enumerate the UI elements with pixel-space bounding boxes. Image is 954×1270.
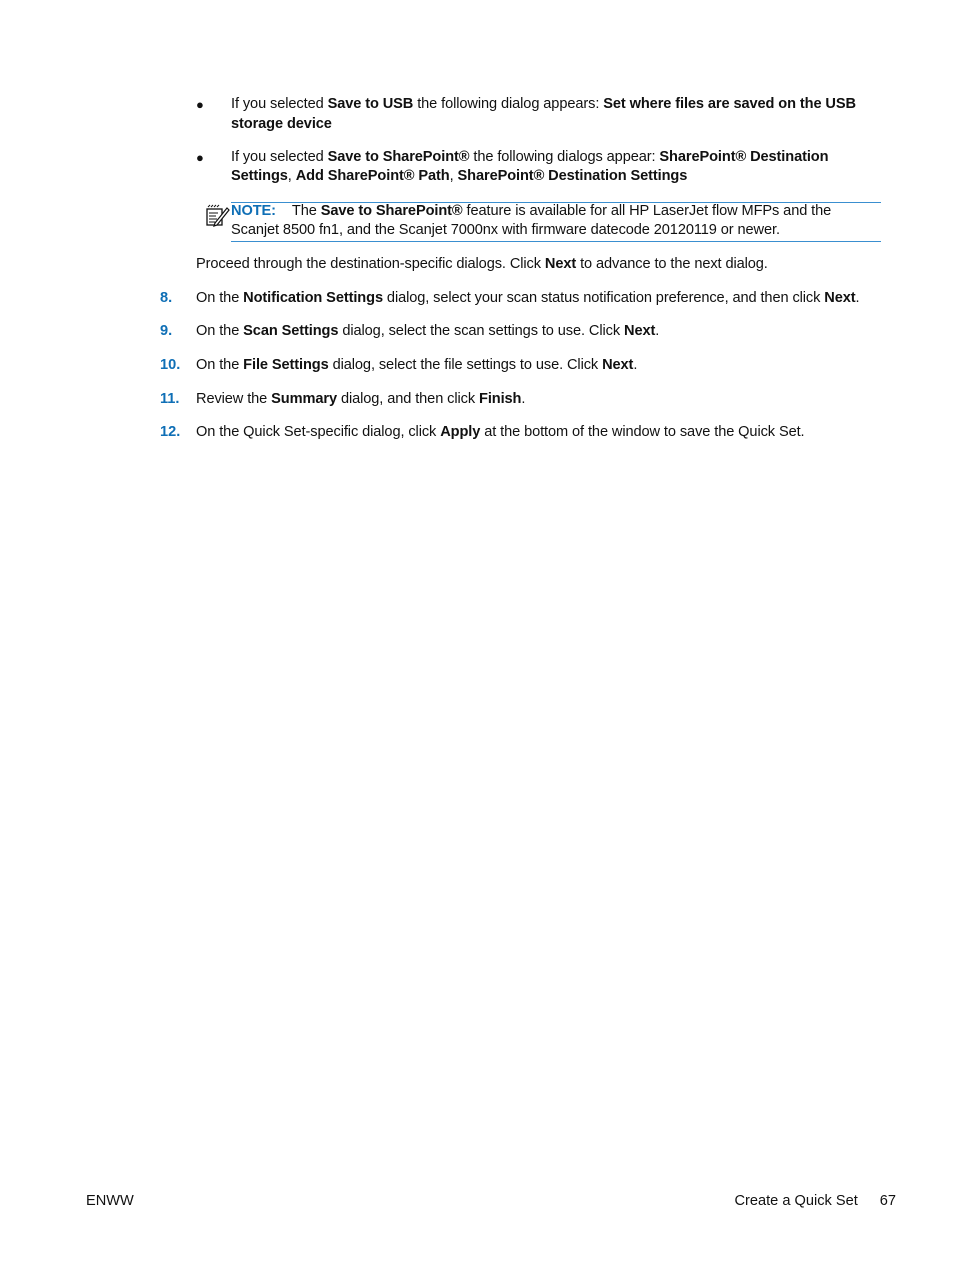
text: . xyxy=(655,323,660,339)
bold-text: Notification Settings xyxy=(243,290,383,306)
text: the following dialog appears: xyxy=(413,96,604,112)
text: On the xyxy=(196,290,244,306)
bold-text: Summary xyxy=(271,391,337,407)
text: . xyxy=(855,290,860,306)
bold-text: storage device xyxy=(231,116,332,132)
bullet-2-line-1 xyxy=(231,148,828,167)
note-label: NOTE: xyxy=(231,203,276,219)
note-icon xyxy=(205,204,231,228)
text: at the bottom of the window to save the Quick Set. xyxy=(480,424,805,440)
note-bottom-rule xyxy=(231,241,881,242)
step-number: 11. xyxy=(160,391,180,407)
bullet-1-line-1 xyxy=(231,95,856,114)
page-number: 67 xyxy=(879,1193,896,1209)
step-number: 12. xyxy=(160,424,181,440)
bold-text: File Settings xyxy=(243,357,329,373)
bold-text: Next xyxy=(624,323,656,339)
text: If you selected xyxy=(231,96,328,112)
bold-text: Next xyxy=(544,256,577,272)
bold-text: SharePoint® Destination Settings xyxy=(457,168,688,184)
bullet-1-line-2 xyxy=(231,115,332,134)
text: , xyxy=(287,168,296,184)
note-line-2: Scanjet 8500 fn1, and the Scanjet 7000nx with firmware datecode 20120119 or newer. xyxy=(231,222,780,238)
text: Review the xyxy=(196,391,272,407)
bold-text: Scan Settings xyxy=(243,323,339,339)
step-number: 9. xyxy=(160,323,173,339)
step-9-text xyxy=(196,322,659,341)
footer-section-title: Create a Quick Set xyxy=(734,1193,858,1209)
text: On the xyxy=(196,323,244,339)
text: . xyxy=(521,391,526,407)
note-line-1 xyxy=(231,202,831,221)
text: dialog, select your scan status notification preference, and then click xyxy=(382,290,825,306)
text: feature is available for all HP LaserJet flow MFPs and the xyxy=(462,203,832,219)
footer-left: ENWW xyxy=(86,1193,134,1209)
bold-text: Add SharePoint® Path xyxy=(295,168,450,184)
step-12-text xyxy=(196,423,805,442)
bold-text: Apply xyxy=(440,424,481,440)
text: . xyxy=(633,357,638,373)
bold-text: Next xyxy=(602,357,634,373)
text: The xyxy=(291,203,321,219)
bold-text: Save to SharePoint® xyxy=(320,203,463,219)
step-10-text xyxy=(196,356,637,375)
text: If you selected xyxy=(231,149,328,165)
step-number: 8. xyxy=(160,290,173,306)
bullet-2-line-2 xyxy=(231,167,687,186)
step-number: 10. xyxy=(160,357,181,373)
bold-text: Save to SharePoint® xyxy=(327,149,470,165)
text: to advance to the next dialog. xyxy=(576,256,768,272)
text: the following dialogs appear: xyxy=(469,149,660,165)
text: On the Quick Set-specific dialog, click xyxy=(196,424,441,440)
text: Proceed through the destination-specific dialogs. Click xyxy=(196,256,545,272)
bold-text: Save to USB xyxy=(327,96,414,112)
footer-right xyxy=(734,1192,896,1211)
text: dialog, and then click xyxy=(336,391,479,407)
text: dialog, select the scan settings to use. Click xyxy=(338,323,624,339)
bold-text: Settings xyxy=(231,168,288,184)
bullet-marker: ● xyxy=(196,150,204,165)
bold-text: Finish xyxy=(479,391,522,407)
proceed-paragraph xyxy=(196,255,768,274)
step-8-text xyxy=(196,289,859,308)
bullet-marker: ● xyxy=(196,97,204,112)
text: On the xyxy=(196,357,244,373)
step-11-text xyxy=(196,390,525,409)
text: dialog, select the file settings to use. Click xyxy=(328,357,603,373)
bold-text: Set where files are saved on the USB xyxy=(603,96,856,112)
text: , xyxy=(449,168,458,184)
bold-text: SharePoint® Destination xyxy=(659,149,829,165)
bold-text: Next xyxy=(824,290,856,306)
